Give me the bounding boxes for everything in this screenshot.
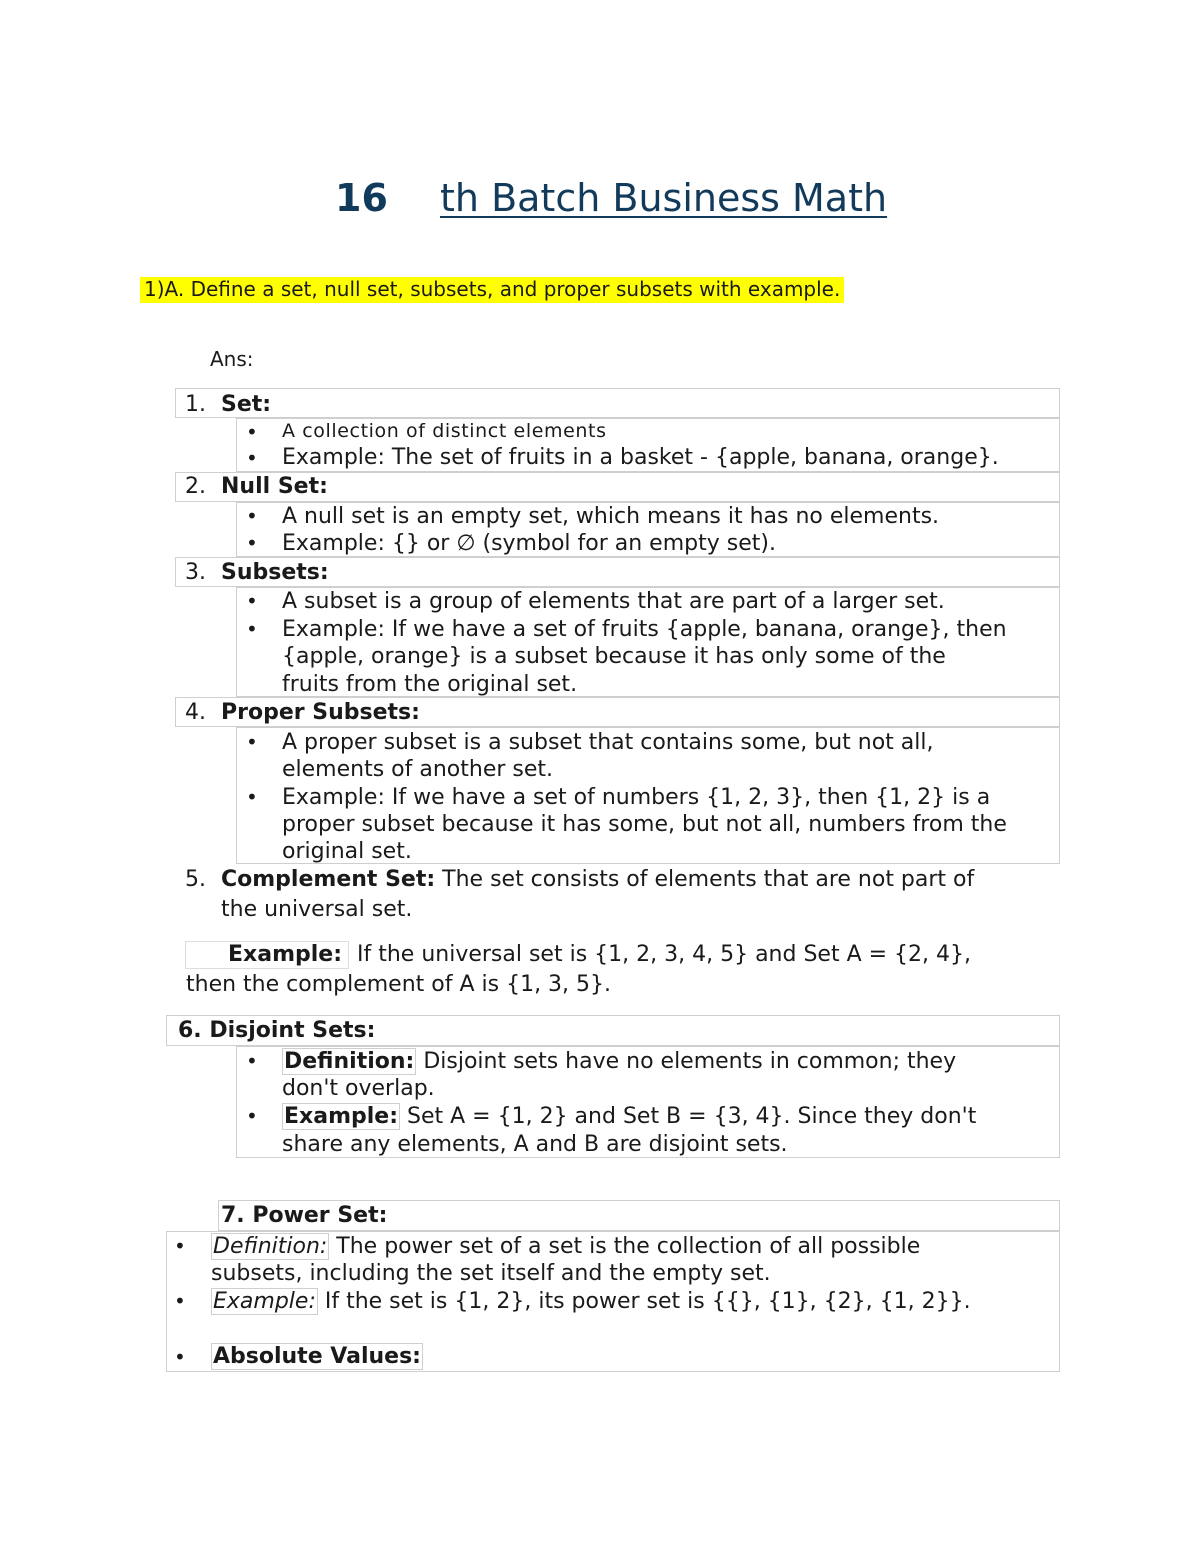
power-definition	[211, 1233, 920, 1260]
item-2-bullet-2: Example: {} or ∅ (symbol for an empty set).	[282, 531, 776, 556]
power-example-label: Example:	[213, 1289, 316, 1314]
item-5-text: The set consists of elements that are not part of	[442, 867, 975, 892]
bullet-icon: •	[246, 446, 258, 470]
disjoint-definition-line-2: don't overlap.	[282, 1076, 435, 1101]
item-1-bullet-2: Example: The set of fruits in a basket - {apple, banana, orange}.	[282, 445, 999, 470]
disjoint-definition-label: Definition:	[284, 1049, 415, 1074]
complement-example-label: Example:	[228, 942, 342, 967]
item-5-line-2: the universal set.	[221, 897, 413, 922]
power-definition-line-2: subsets, including the set itself and the empty set.	[211, 1261, 771, 1286]
item-4-heading: Proper Subsets:	[221, 700, 420, 725]
disjoint-example-label: Example:	[284, 1104, 398, 1129]
bullet-icon: •	[246, 1049, 258, 1073]
answer-label: Ans:	[210, 347, 254, 371]
disjoint-example	[282, 1103, 976, 1130]
absolute-values-heading	[211, 1343, 423, 1370]
bullet-icon: •	[246, 617, 258, 641]
disjoint-example-text: Set A = {1, 2} and Set B = {3, 4}. Since they don't	[407, 1104, 977, 1129]
item-2-bullet-1: A null set is an empty set, which means it has no elements.	[282, 504, 940, 529]
item-1-bullet-1: A collection of distinct elements	[282, 420, 607, 442]
power-example-text: If the set is {1, 2}, its power set is {{}, {1}, {2}, {1, 2}}.	[324, 1289, 971, 1314]
item-3-number: 3.	[185, 560, 206, 585]
bullet-icon: •	[246, 730, 258, 754]
item-4-bullet-2: Example: If we have a set of numbers {1, 2, 3}, then {1, 2} is a	[282, 785, 991, 810]
title-number: 16	[335, 176, 388, 220]
item-4-bullet-1: A proper subset is a subset that contains some, but not all,	[282, 730, 934, 755]
power-definition-text: The power set of a set is the collection of all possible	[336, 1234, 921, 1259]
bullet-icon: •	[174, 1289, 186, 1313]
item-4-bullet-2-line-2: proper subset because it has some, but not all, numbers from the	[282, 812, 1007, 837]
item-3-bullet-2-line-2: {apple, orange} is a subset because it has only some of the	[282, 644, 946, 669]
complement-example-line-2: then the complement of A is {1, 3, 5}.	[186, 972, 612, 997]
absolute-values-label: Absolute Values:	[213, 1344, 421, 1369]
question-highlight: 1)A. Define a set, null set, subsets, and proper subsets with example.	[140, 277, 844, 303]
item-3-bullet-2-line-3: fruits from the original set.	[282, 672, 578, 697]
item-7-heading: 7. Power Set:	[221, 1203, 388, 1228]
item-4-number: 4.	[185, 700, 206, 725]
item-3-bullet-2: Example: If we have a set of fruits {apple, banana, orange}, then	[282, 617, 1007, 642]
item-1-heading: Set:	[221, 392, 272, 417]
page-title: th Batch Business Math	[440, 176, 888, 220]
item-5-line-1	[221, 866, 974, 893]
item-1-header-box	[175, 388, 1060, 418]
complement-example-line-1: If the universal set is {1, 2, 3, 4, 5} and Set A = {2, 4},	[357, 942, 972, 967]
item-6-heading: 6. Disjoint Sets:	[178, 1018, 376, 1043]
disjoint-example-line-2: share any elements, A and B are disjoint sets.	[282, 1132, 788, 1157]
item-2-heading: Null Set:	[221, 474, 328, 499]
bullet-icon: •	[174, 1345, 186, 1369]
item-4-bullet-1-line-2: elements of another set.	[282, 757, 554, 782]
bullet-icon: •	[246, 504, 258, 528]
item-3-bullet-1: A subset is a group of elements that are part of a larger set.	[282, 589, 945, 614]
bullet-icon: •	[246, 785, 258, 809]
item-4-bullet-2-line-3: original set.	[282, 839, 412, 864]
disjoint-definition	[282, 1048, 956, 1075]
item-3-heading: Subsets:	[221, 560, 329, 585]
power-example	[211, 1288, 971, 1315]
bullet-icon: •	[246, 589, 258, 613]
item-5-heading: Complement Set:	[221, 867, 436, 892]
bullet-icon: •	[174, 1234, 186, 1258]
item-2-number: 2.	[185, 474, 206, 499]
power-definition-label: Definition:	[213, 1234, 328, 1259]
disjoint-definition-text: Disjoint sets have no elements in common; they	[423, 1049, 957, 1074]
bullet-icon: •	[246, 420, 258, 444]
bullet-icon: •	[246, 1104, 258, 1128]
bullet-icon: •	[246, 531, 258, 555]
item-1-number: 1.	[185, 392, 206, 417]
item-5-number: 5.	[185, 867, 206, 892]
